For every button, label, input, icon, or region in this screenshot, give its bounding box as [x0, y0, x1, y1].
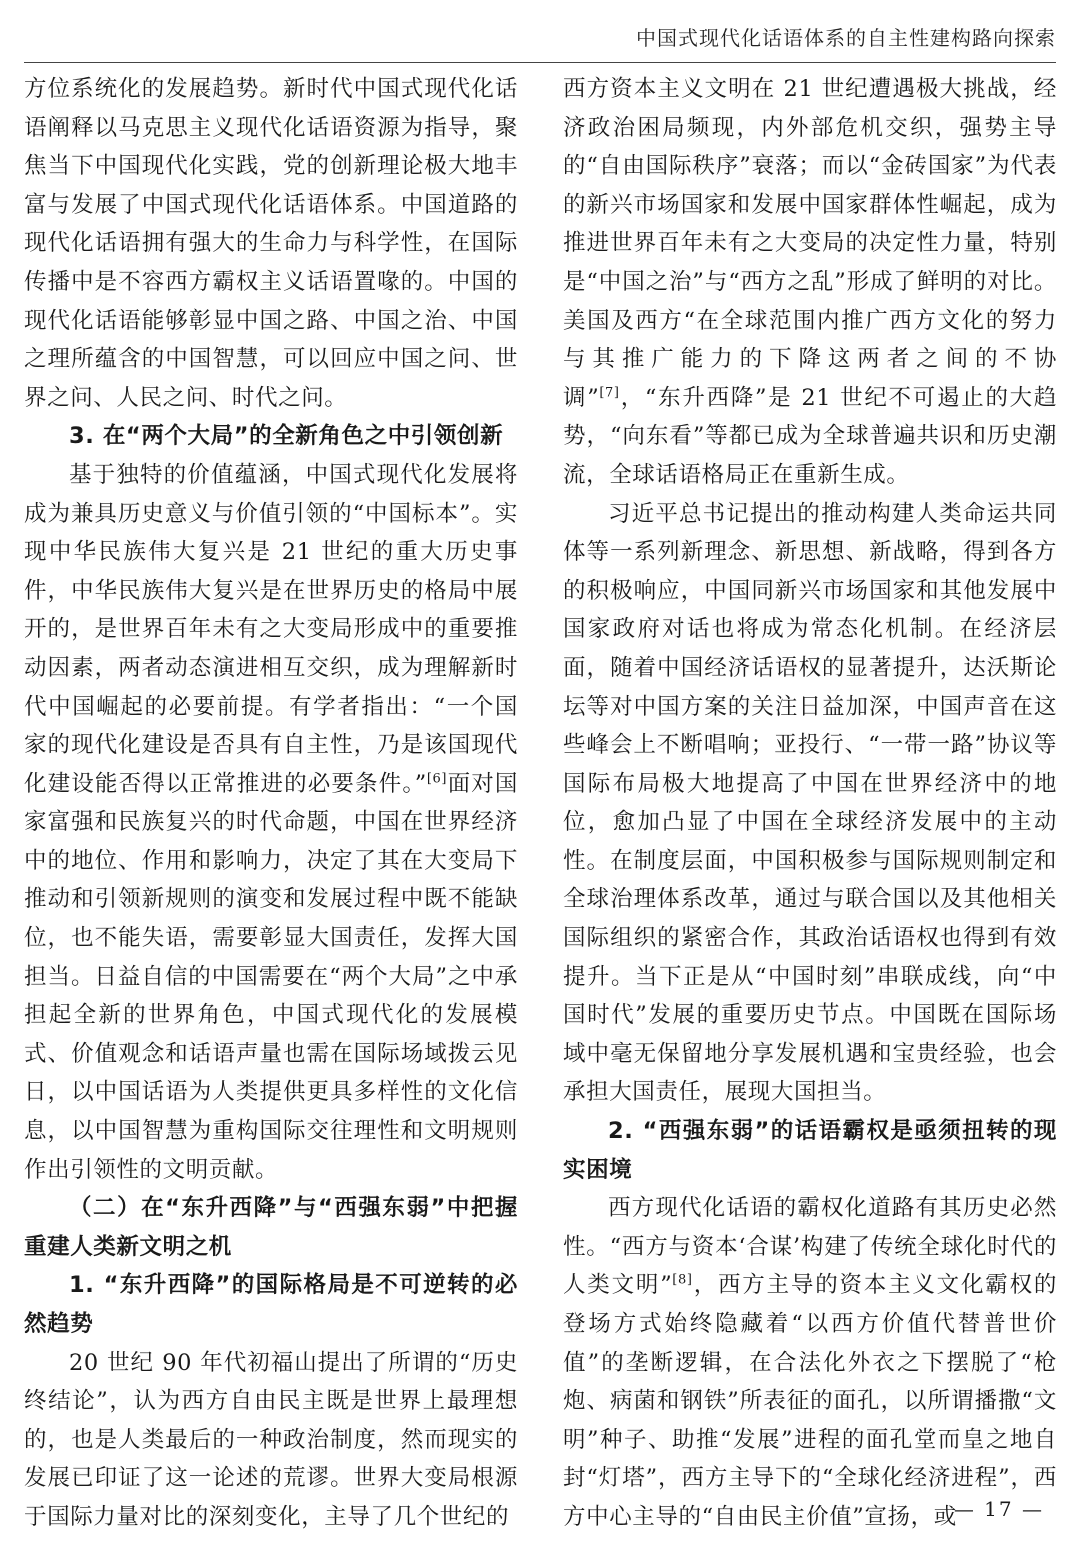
- paragraph-text: 基于独特的价值蕴涵，中国式现代化发展将成为兼具历史意义与价值引领的“中国标本”。实现中华民族伟大复兴是 21 世纪的重大历史事件，中华民族伟大复兴是在世界历史的格局中展开的，是世界百年未有之大变局形成中的重要推动因素，两者动态演进相互交织，成为理解新时代中国崛起的必要前提。有学者指出：“一个国家的现代化建设是否具有自主性，乃是该国现代化建设能否得以正常推进的必要条件。”: [24, 461, 518, 797]
- citation-7: [7]: [599, 385, 620, 401]
- left-column: [24, 70, 518, 1537]
- subsection-heading: （二）在“东升西降”与“西强东弱”中把握重建人类新文明之机: [24, 1195, 518, 1260]
- right-column: [563, 70, 1057, 1537]
- paragraph-text: 面对国家富强和民族复兴的时代命题，中国在世界经济中的地位、作用和影响力，决定了其在大变局下推动和引领新规则的演变和发展过程中既不能缺位，也不能失语，需要彰显大国责任，发挥大国担当。日益自信的中国需要在“两个大局”之中承担起全新的世界角色，中国式现代化的发展模式、价值观念和话语声量也需在国际场域拨云见日，以中国话语为人类提供更具多样性的文化信息，以中国智慧为重构国际交往理性和文明规则作出引领性的文明贡献。: [24, 770, 518, 1183]
- section-heading: 2. “西强东弱”的话语霸权是亟须扭转的现实困境: [563, 1118, 1057, 1183]
- citation-6: [6]: [426, 771, 448, 787]
- header-rule: [24, 62, 1056, 63]
- citation-8: [8]: [672, 1272, 693, 1288]
- paragraph: 20 世纪 90 年代初福山提出了所谓的“历史终结论”，认为西方自由民主既是世界上最理想的，也是人类最后的一种政治制度，然而现实的发展已印证了这一论述的荒谬。世界大变局根源于国际力量对比的深刻变化，主导了几个世纪的: [24, 1349, 518, 1530]
- paragraph: 方位系统化的发展趋势。新时代中国式现代化话语阐释以马克思主义现代化话语资源为指导，聚焦当下中国现代化实践，党的创新理论极大地丰富与发展了中国式现代化话语体系。中国道路的现代化话语拥有强大的生命力与科学性，在国际传播中是不容西方霸权主义话语置喙的。中国的现代化话语能够彰显中国之路、中国之治、中国之理所蕴含的中国智慧，可以回应中国之问、世界之问、人民之问、时代之问。: [24, 76, 518, 411]
- paragraph: [563, 70, 1057, 495]
- paragraph-text: ，西方主导的资本主义文化霸权的登场方式始终隐藏着“以西方价值代替普世价值”的垄断逻辑，在合法化外衣之下摆脱了“枪炮、病菌和钢铁”所表征的面孔，以所谓播撒“文明”种子、助推“发展”进程的面孔堂而皇之地自封“灯塔”，西方主导下的“全球化经济进程”，西方中心主导的“自由民主价值”宣扬，或: [563, 1272, 1057, 1530]
- paragraph-text: ，“东升西降”是 21 世纪不可遏止的大趋势，“向东看”等都已成为全球普遍共识和历史潮流，全球话语格局正在重新生成。: [563, 384, 1058, 488]
- section-heading: 1. “东升西降”的国际格局是不可逆转的必然趋势: [24, 1272, 518, 1337]
- page-number: — 17 —: [953, 1497, 1044, 1521]
- paragraph: [24, 456, 518, 1189]
- section-heading: 3. 在“两个大局”的全新角色之中引领创新: [69, 423, 504, 450]
- paragraph-text: 西方现代化话语的霸权化道路有其历史必然性。“西方与资本‘合谋’构建了传统全球化时代的人类文明”: [563, 1195, 1057, 1299]
- running-header: 中国式现代化话语体系的自主性建构路向探索: [636, 26, 1056, 50]
- paragraph: 习近平总书记提出的推动构建人类命运共同体等一系列新理念、新思想、新战略，得到各方的积极响应，中国同新兴市场国家和其他发展中国家政府对话也将成为常态化机制。在经济层面，随着中国经济话语权的显著提升，达沃斯论坛等对中国方案的关注日益加深，中国声音在这些峰会上不断唱响；亚投行、“一带一路”协议等国际布局极大地提高了中国在世界经济中的地位，愈加凸显了中国在全球经济发展中的主动性。在制度层面，中国积极参与国际规则制定和全球治理体系改革，通过与联合国以及其他相关国际组织的紧密合作，其政治话语权也得到有效提升。当下正是从“中国时刻”串联成线，向“中国时代”发展的重要历史节点。中国既在国际场域中毫无保留地分享发展机遇和宝贵经验，也会承担大国责任，展现大国担当。: [563, 500, 1057, 1106]
- paragraph-text: 西方资本主义文明在 21 世纪遭遇极大挑战，经济政治困局频现，内外部危机交织，强势主导的“自由国际秩序”衰落；而以“金砖国家”为代表的新兴市场国家和发展中国家群体性崛起，成为推进世界百年未有之大变局的决定性力量，特别是“中国之治”与“西方之乱”形成了鲜明的对比。美国及西方“在全球范围内推广西方文化的努力与其推广能力的下降这两者之间的不协调”: [563, 76, 1057, 411]
- paragraph: [563, 1189, 1057, 1536]
